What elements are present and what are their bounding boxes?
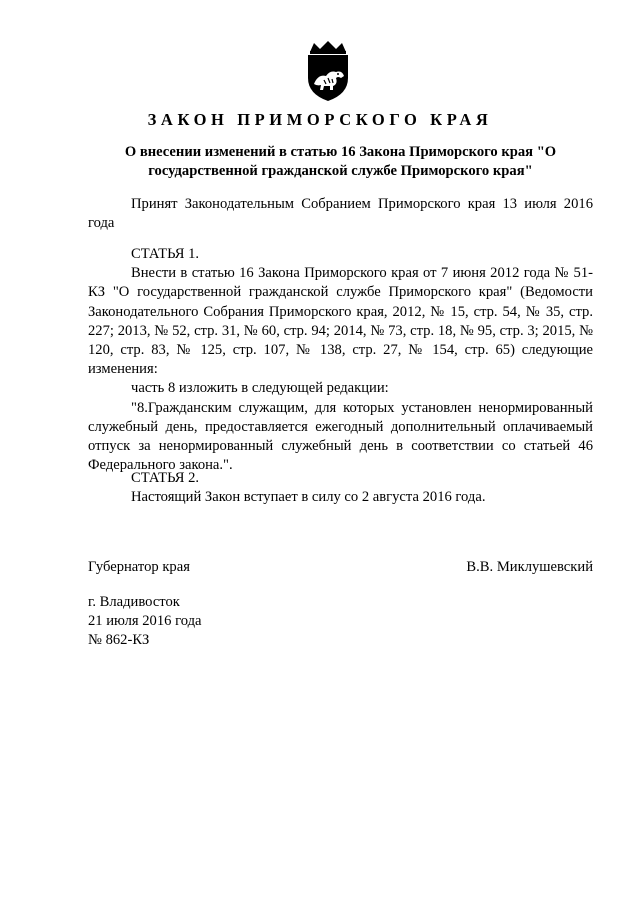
signature-name: В.В. Миклушевский: [466, 559, 593, 575]
coat-of-arms-graphic: [300, 40, 356, 102]
article-1-heading: СТАТЬЯ 1.: [131, 246, 200, 262]
article-2-heading: СТАТЬЯ 2.: [131, 470, 200, 486]
footer-city: г. Владивосток: [88, 594, 180, 610]
article-1-quote: "8.Гражданским служащим, для которых установлен ненормированный служебный день, предоставляется ежегодный дополнительный оплачиваемый отпуск за ненормированный служебный день в соответствии со статьей 46 Федерального закона.".: [88, 399, 593, 474]
adoption-block: [88, 195, 593, 233]
signature-row: [88, 559, 593, 576]
adoption-note: Принят Законодательным Собранием Приморского края 13 июля 2016 года: [88, 196, 593, 232]
article-1-intro: Внести в статью 16 Закона Приморского края от 7 июня 2012 года № 51-КЗ "О государственной гражданской службе Приморского края" (Ведомости Законодательного Собрания Приморского края, 2012, № 15, стр. 54, № 35, стр. 227; 2013, № 52, стр. 31, № 60, стр. 94; 2014, № 73, стр. 18, № 95, стр. 3; 2015, № 120, стр. 83, № 125, стр. 107, № 138, стр. 27, № 154, стр. 65) следующие изменения:: [88, 265, 593, 378]
article-1: [88, 245, 593, 475]
law-title: ЗАКОН ПРИМОРСКОГО КРАЯ: [147, 110, 493, 129]
footer-number: № 862-КЗ: [88, 632, 150, 649]
article-2-text: Настоящий Закон вступает в силу со 2 августа 2016 года.: [131, 489, 486, 506]
article-2: [88, 469, 593, 507]
document-footer: [88, 593, 201, 651]
signature-position: Губернатор края: [88, 559, 190, 575]
primorsky-coat-of-arms-icon: [300, 40, 356, 102]
law-subtitle: О внесении изменений в статью 16 Закона Приморского края "О государственной гражданской службе Приморского края": [124, 144, 557, 179]
article-1-part: часть 8 изложить в следующей редакции:: [131, 380, 389, 397]
footer-date: 21 июля 2016 года: [88, 613, 202, 630]
